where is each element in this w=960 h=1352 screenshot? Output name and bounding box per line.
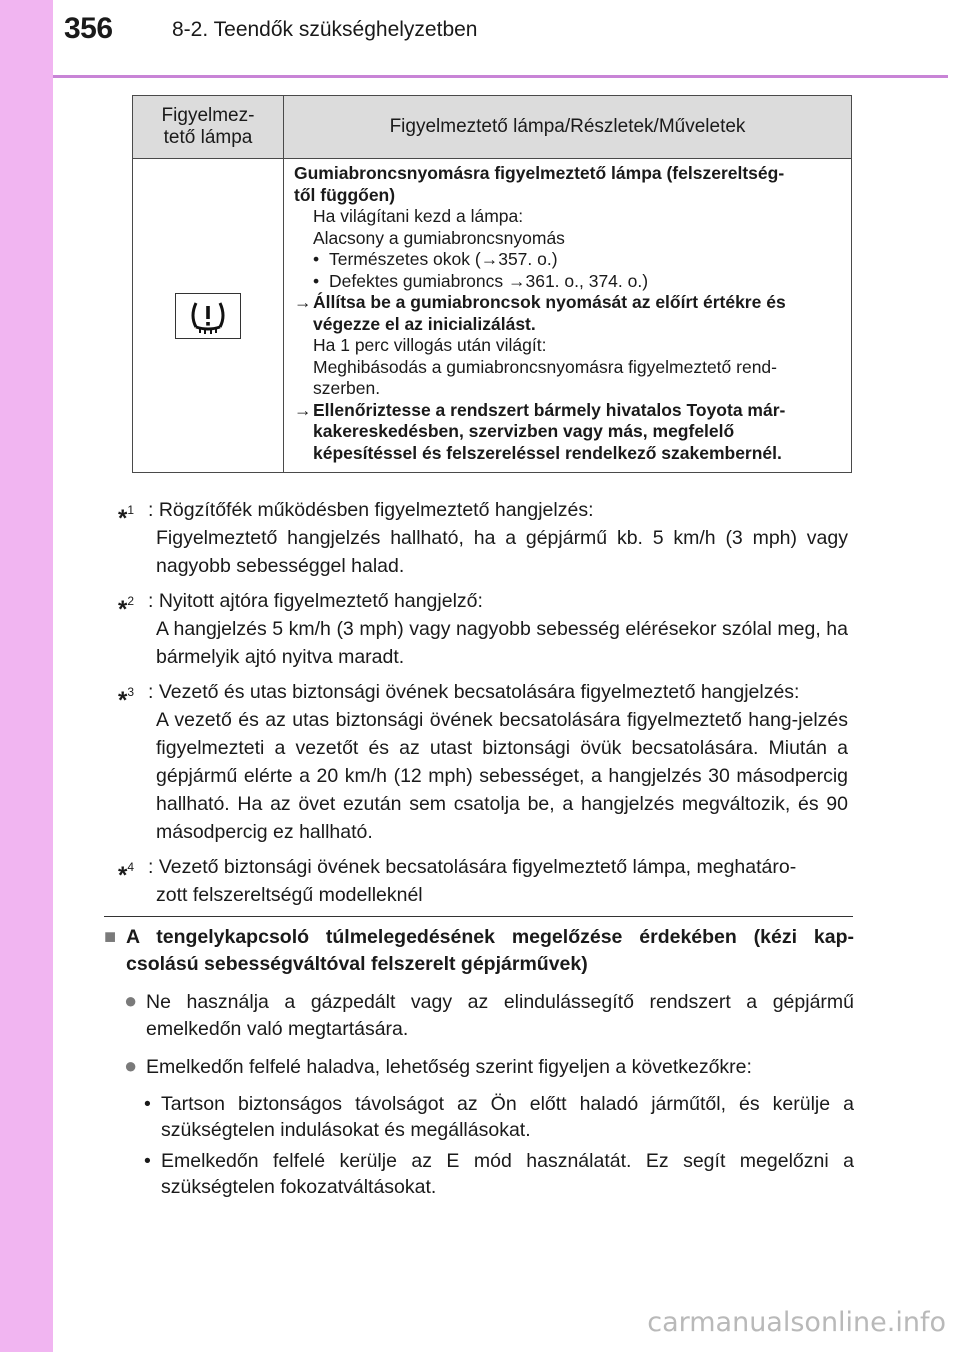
low-pressure-text: Alacsony a gumiabroncsnyomás — [313, 227, 565, 248]
lamp-cell — [133, 159, 284, 473]
footnote-3: *$^3$ : Vezető és utas biztonsági övének becsatolására figyelmeztető hangjelzés: A vezető és az utas biztonsági övének becsatolására figyelmeztető hang-jelzés figyelmezteti a vezetőt és az utast biztonsági övük becsatolására. Miután a gépjármű elérte a 20 km/h (12 mph) sebességet, a hangjelzés 30 másodpercig hallható. Ha az övet ezután sem csatolja be, a hangjelzés megváltozik, és 90 másodpercig ez hallható. — [118, 678, 848, 846]
section-divider — [104, 916, 853, 917]
footnote-title: : Nyitott ajtóra figyelmeztető hangjelző: — [148, 590, 483, 612]
list-item: • Tartson biztonságos távolságot az Ön előtt haladó járműtől, és kerülje a szükségtelen indulásokat és megállásokat. — [144, 1092, 854, 1141]
list-item: ● Emelkedőn felfelé haladva, lehetőség szerint figyeljen a következőkre: — [104, 1054, 854, 1081]
action-1: → Állítsa be a gumiabroncsok nyomását az előírt értékre és végezze el az inicializálást. — [294, 292, 786, 334]
section-title: 8-2. Teendők szükséghelyzetben — [172, 18, 478, 41]
footnote-title: : Rögzítőfék működésben figyelmeztető hangjelzés: — [148, 499, 594, 521]
details-cell — [284, 159, 852, 473]
watermark: carmanualsonline.info — [647, 1307, 946, 1338]
header-rule — [53, 75, 948, 78]
footnote-title: : Vezető biztonsági övének becsatolására figyelmeztető lámpa, meghatáro- — [148, 856, 797, 878]
col-header-details: Figyelmeztető lámpa/Részletek/Műveletek — [284, 96, 852, 159]
clutch-tips-section — [104, 924, 854, 1205]
side-tab-bar — [0, 0, 53, 1352]
footnote-text: zott felszereltségű modelleknél — [156, 884, 423, 906]
square-bullet-icon: ■ — [104, 926, 117, 948]
lamp-title: Gumiabroncsnyomásra figyelmeztető lámpa (felszereltség- től függően) — [294, 163, 785, 205]
circle-bullet-icon: ● — [124, 988, 138, 1013]
list-item: • Defektes gumiabroncs →361. o., 374. o.) — [313, 270, 649, 291]
list-item: ● Ne használja a gázpedált vagy az elindulássegítő rendszert a gépjármű emelkedőn való megtartására. — [104, 989, 854, 1042]
list-item: • Emelkedőn felfelé kerülje az E mód használatát. Ez segít megelőzni a szükségtelen fokozatváltásokat. — [144, 1149, 854, 1198]
tire-pressure-warning-icon — [175, 293, 241, 339]
page-number: 356 — [64, 12, 113, 45]
if-flash-text: Ha 1 perc villogás után világít: Meghibásodás a gumiabroncsnyomásra figyelmeztető rend- szerben. — [313, 335, 777, 398]
footnote-2: *$^2$ : Nyitott ajtóra figyelmeztető hangjelző: A hangjelzés 5 km/h (3 mph) vagy nagyobb sebesség elérésekor szólal meg, ha bármelyik ajtó nyitva maradt. — [118, 587, 848, 671]
footnotes — [118, 496, 848, 916]
sub-list — [104, 1091, 854, 1201]
action-2: → Ellenőriztesse a rendszert bármely hivatalos Toyota már- kakereskedésben, szervizben vagy más, megfelelő képesítéssel és felszereléssel rendelkező szakembernél. — [294, 399, 786, 463]
table-row — [133, 159, 852, 473]
footnote-4: *$^4$ : Vezető biztonsági övének becsatolására figyelmeztető lámpa, meghatáro- zott felszereltségű modelleknél — [118, 853, 848, 909]
list-item: • Természetes okok (→357. o.) — [313, 249, 558, 269]
if-lit-text: Ha világítani kezd a lámpa: — [313, 206, 524, 226]
footnote-text: A vezető és az utas biztonsági övének becsatolására figyelmeztető hang-jelzés figyelmezteti a vezetőt és az utast biztonsági övük becsatolására. Miután a gépjármű elérte a 20 km/h (12 mph) sebességet, a hangjelzés 30 másodpercig hallható. Ha az övet ezután sem csatolja be, a hangjelzés megváltozik, és 90 másodpercig ez hallható. — [156, 709, 848, 843]
footnote-1: *$^1$ : Rögzítőfék működésben figyelmeztető hangjelzés: Figyelmeztető hangjelzés hallható, ha a gépjármű kb. 5 km/h (3 mph) vagy nagyobb sebességgel halad. — [118, 496, 848, 580]
warning-lamp-table — [132, 95, 852, 473]
footnote-title: : Vezető és utas biztonsági övének becsatolására figyelmeztető hangjelzés: — [148, 681, 800, 703]
table-header-row — [133, 96, 852, 159]
footnote-text: A hangjelzés 5 km/h (3 mph) vagy nagyobb sebesség elérésekor szólal meg, ha bármelyik ajtó nyitva maradt. — [156, 618, 848, 668]
footnote-text: Figyelmeztető hangjelzés hallható, ha a gépjármű kb. 5 km/h (3 mph) vagy nagyobb sebességgel halad. — [156, 527, 848, 577]
section-heading: ■ A tengelykapcsoló túlmelegedésének megelőzése érdekében (kézi kap-csolású sebességváltóval felszerelt gépjárművek) — [104, 924, 854, 977]
circle-bullet-icon: ● — [124, 1053, 138, 1078]
col-header-lamp: Figyelmez- tető lámpa — [133, 96, 284, 159]
